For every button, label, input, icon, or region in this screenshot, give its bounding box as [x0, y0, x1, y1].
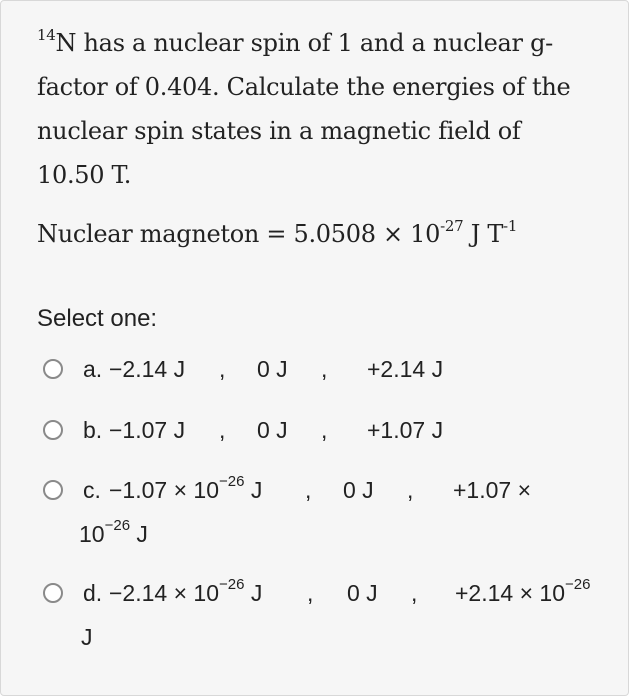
answer-option-b[interactable] — [43, 408, 603, 452]
answer-option-c[interactable] — [43, 468, 603, 558]
option-a-value-3: +2.14 J — [367, 356, 444, 382]
radio-button-d[interactable] — [43, 583, 63, 603]
radio-button-c[interactable] — [43, 480, 63, 500]
select-one-label: Select one: — [37, 305, 158, 332]
option-c-value-1: $-1.07 \times 10^{-26}$ J — [109, 473, 263, 503]
option-b-value-1: −1.07 J — [109, 417, 186, 443]
option-a-letter: a. — [83, 356, 103, 382]
option-c-value-2: 0 J — [343, 477, 374, 503]
answer-option-d[interactable] — [43, 571, 623, 661]
radio-button-b[interactable] — [43, 420, 63, 440]
option-d-separator-2: , — [411, 580, 418, 606]
question-text — [37, 21, 607, 197]
option-c-separator-2: , — [407, 477, 414, 503]
option-b-separator-2: , — [321, 417, 328, 443]
option-d-value-1: $-2.14 \times 10^{-26}$ J — [109, 576, 263, 606]
option-d-value-3-unit: J — [81, 624, 93, 650]
option-d-value-3: $+2.14 \times 10^{-26}$ — [455, 576, 591, 606]
option-c-letter: c. — [83, 477, 101, 503]
option-a-separator-2: , — [321, 356, 328, 382]
option-a-value-2: 0 J — [257, 356, 288, 382]
nuclear-magneton-constant: Nuclear magneton = $5.0508 \times 10^{-27}$ J $T^{-1}$ — [37, 217, 518, 248]
option-a-value-1: −2.14 J — [109, 356, 186, 382]
option-b-separator-1: , — [219, 417, 226, 443]
question-line-4: 10.50 T. — [37, 161, 132, 189]
radio-button-a[interactable] — [43, 359, 63, 379]
option-d-separator-1: , — [307, 580, 314, 606]
question-line-1: $^{14}$N has a nuclear spin of 1 and a nuclear g- — [37, 26, 553, 57]
option-b-value-2: 0 J — [257, 417, 288, 443]
question-line-3: nuclear spin states in a magnetic field of — [37, 117, 521, 145]
question-line-2: factor of 0.404. Calculate the energies of the — [37, 73, 571, 101]
option-c-separator-1: , — [305, 477, 312, 503]
option-b-value-3: +1.07 J — [367, 417, 444, 443]
option-d-letter: d. — [83, 580, 103, 606]
option-c-value-3: +1.07 × — [453, 477, 532, 503]
option-d-value-2: 0 J — [347, 580, 378, 606]
isotope-mass-number: 14 — [37, 26, 56, 44]
option-b-letter: b. — [83, 417, 103, 443]
option-c-value-3-continued: $10^{-26}$ J — [79, 517, 148, 547]
answer-option-a[interactable] — [43, 347, 603, 391]
option-a-separator-1: , — [219, 356, 226, 382]
